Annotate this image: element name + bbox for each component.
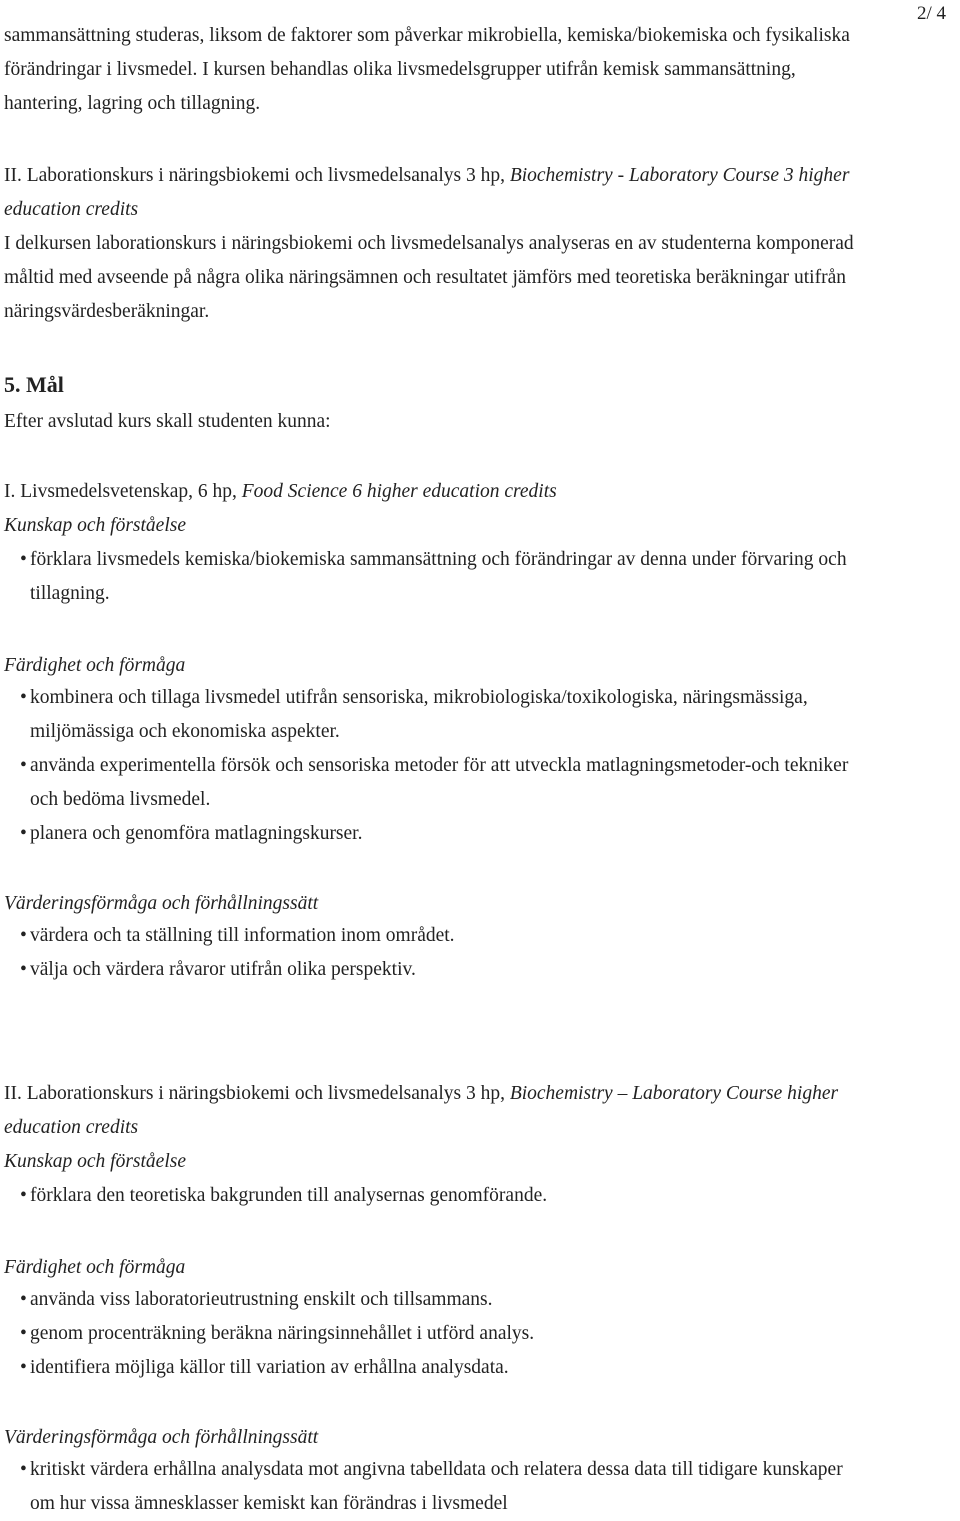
spacer xyxy=(4,611,956,649)
section-ii-description xyxy=(4,159,956,329)
part-2-values-list xyxy=(4,1453,956,1521)
part-1-knowledge-list xyxy=(4,543,956,611)
intro-line: förändringar i livsmedel. I kursen behandlas olika livsmedelsgrupper utifrån kemisk sammansättning, xyxy=(4,59,796,80)
part-2-skills-list xyxy=(4,1283,956,1385)
spacer xyxy=(4,121,956,159)
part-2-title-text: II. Laborationskurs i näringsbiokemi och livsmedelsanalys 3 hp, xyxy=(4,1083,510,1104)
part-1-values-heading: Värderingsförmåga och förhållningssätt xyxy=(4,893,319,914)
spacer xyxy=(4,1213,956,1251)
list-item: • använda experimentella försök och sensoriska metoder för att utveckla matlagningsmetoder-och tekniker och bedöma livsmedel. xyxy=(4,749,956,817)
part-2-title-english: Biochemistry – Laboratory Course higher xyxy=(509,1083,839,1104)
list-item: • värdera och ta ställning till information inom området. xyxy=(4,919,956,953)
part-2-title-english-cont: education credits xyxy=(4,1117,139,1138)
part-1-knowledge-heading: Kunskap och förståelse xyxy=(4,515,186,536)
section-ii-title-text: II. Laborationskurs i näringsbiokemi och livsmedelsanalys 3 hp, xyxy=(4,165,510,186)
list-item: • planera och genomföra matlagningskurser. xyxy=(4,817,956,851)
list-item: • förklara den teoretiska bakgrunden till analysernas genomförande. xyxy=(4,1179,956,1213)
part-1-skills-heading: Färdighet och förmåga xyxy=(4,655,186,676)
spacer xyxy=(4,329,956,365)
part-1-title xyxy=(4,475,956,509)
goals-lead: Efter avslutad kurs skall studenten kunna: xyxy=(4,411,331,432)
section-ii-title xyxy=(4,159,956,193)
spacer xyxy=(4,987,956,1077)
list-item: • använda viss laboratorieutrustning enskilt och tillsammans. xyxy=(4,1283,956,1317)
list-item: • förklara livsmedels kemiska/biokemiska sammansättning och förändringar av denna under förvaring och tillagning. xyxy=(4,543,956,611)
part-2 xyxy=(4,1077,956,1521)
spacer xyxy=(4,851,956,887)
document-page xyxy=(4,0,956,1521)
spacer xyxy=(4,1385,956,1421)
part-2-title xyxy=(4,1077,956,1111)
part-1-values-list xyxy=(4,919,956,987)
part-1-title-english: Food Science 6 higher education credits xyxy=(241,481,557,502)
goals-heading: 5. Mål xyxy=(4,372,64,397)
list-item: • identifiera möjliga källor till variation av erhållna analysdata. xyxy=(4,1351,956,1385)
list-item: • välja och värdera råvaror utifrån olika perspektiv. xyxy=(4,953,956,987)
part-2-values-heading: Värderingsförmåga och förhållningssätt xyxy=(4,1427,319,1448)
list-item: • kombinera och tillaga livsmedel utifrån sensoriska, mikrobiologiska/toxikologiska, näringsmässiga, miljömässiga och ekonomiska aspekter. xyxy=(4,681,956,749)
section-ii-title-english: Biochemistry - Laboratory Course 3 higher xyxy=(509,165,850,186)
intro-line: sammansättning studeras, liksom de faktorer som påverkar mikrobiella, kemiska/biokemiska och fysikaliska xyxy=(4,25,850,46)
part-1 xyxy=(4,475,956,987)
list-item: • genom procenträkning beräkna näringsinnehållet i utförd analys. xyxy=(4,1317,956,1351)
part-1-title-text: I. Livsmedelsvetenskap, 6 hp, xyxy=(4,481,242,502)
goals-section xyxy=(4,365,956,439)
section-ii-body-line: måltid med avseende på några olika näringsämnen och resultatet jämförs med teoretiska beräkningar utifrån xyxy=(4,267,846,288)
intro-paragraph xyxy=(4,0,956,121)
part-2-skills-heading: Färdighet och förmåga xyxy=(4,1257,186,1278)
section-ii-body-line: näringsvärdesberäkningar. xyxy=(4,301,210,322)
part-2-knowledge-list xyxy=(4,1179,956,1213)
section-ii-title-english-cont: education credits xyxy=(4,199,139,220)
list-item: • kritiskt värdera erhållna analysdata mot angivna tabelldata och relatera dessa data till tidigare kunskaper om hur vissa ämnesklasser kemiskt kan förändras i livsmedel xyxy=(4,1453,956,1521)
part-2-knowledge-heading: Kunskap och förståelse xyxy=(4,1151,186,1172)
section-ii-body-line: I delkursen laborationskurs i näringsbiokemi och livsmedelsanalys analyseras en av studenterna komponerad xyxy=(4,233,854,254)
spacer xyxy=(4,439,956,475)
part-1-skills-list xyxy=(4,681,956,851)
page-number: 2/ 4 xyxy=(916,3,946,24)
intro-line: hantering, lagring och tillagning. xyxy=(4,93,261,114)
